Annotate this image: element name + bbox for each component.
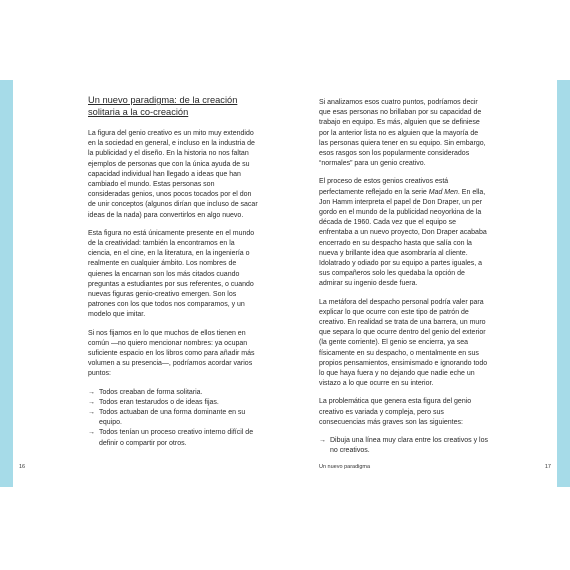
page-number-right: 17	[544, 464, 551, 470]
left-edge-accent	[0, 80, 13, 487]
list-item: → Todos eran testarudos o de ideas fijas.	[88, 398, 258, 408]
section-heading	[88, 95, 258, 118]
consequence-list	[319, 436, 489, 456]
left-text-column	[88, 95, 258, 449]
left-page	[13, 80, 285, 487]
left-paragraph-3: Si nos fijamos en lo que muchos de ellos tienen en común —no quiero mencionar nombres: ya ocupan suficiente espacio en los libros como para añadir más volumen a su presencia—, podríamos acordar varios puntos:	[88, 329, 255, 378]
arrow-icon: →	[88, 398, 95, 406]
right-paragraph-1: Si analizamos esos cuatro puntos, podríamos decir que esas personas no brillaban por su capacidad de trabajo en equipo. Es más, alguien que se definiese por la anterior lista no es alguien que la mayoría de las personas quiera tener en su equipo. Sin embargo, esos rasgos son los popularmente considerados “normales” para un genio creativo.	[319, 99, 486, 168]
list-item: → Todos tenían un proceso creativo interno difícil de definir o compartir por otros.	[88, 429, 254, 447]
right-edge-accent	[557, 80, 570, 487]
trait-list	[88, 388, 258, 449]
arrow-icon: →	[88, 429, 95, 437]
arrow-icon: →	[319, 437, 326, 445]
page-number-left: 16	[19, 464, 26, 470]
series-title: Mad Men	[428, 188, 458, 196]
heading-line-2: solitaria a la co-creación	[88, 106, 189, 117]
running-title: Un nuevo paradigma	[319, 464, 371, 470]
heading-line-1: Un nuevo paradigma: de la creación	[88, 95, 238, 105]
left-paragraph-1: La figura del genio creativo es un mito muy extendido en la sociedad en general, e incluso en la industria de la publicidad y el diseño. En la historia no nos faltan ejemplos de personas que con la única ayuda de su capacidad individual han llegado a ideas que han cambiado el mundo. Estas personas son consideradas genios, unos pocos tocados por el don de unir conceptos (algunos dirían que incluso de sacar ideas de la nada) para convertirlos en algo nuevo.	[88, 130, 258, 219]
arrow-icon: →	[88, 409, 95, 417]
right-paragraph-2: El proceso de estos genios creativos está perfectamente reflejado en la serie Mad Men. En ella, Jon Hamm interpreta el papel de Don Draper, un per gordo en el mundo de la publicidad neoyorkina de la década de 1960. Cada vez que el equipo se enfrentaba a un nuevo proyecto, Don Draper acababa encerrado en su despacho hasta que salía con la nueva y brillante idea que asombraría al cliente. Idolatrado y odiado por su equipo a partes iguales, a sus compañeros solo les quedaba la opción de admirar su ingenio desde fuera.	[319, 178, 487, 288]
right-page	[285, 80, 557, 487]
list-item: → Todos actuaban de una forma dominante en su equipo.	[88, 409, 246, 427]
right-paragraph-4: La problemática que genera esta figura del genio creativo es variada y compleja, pero sus consecuencias más graves son las siguientes:	[319, 398, 472, 426]
left-paragraph-2: Esta figura no está únicamente presente en el mundo de la creatividad: también la encontramos en la ciencia, en el cine, en la literatura, en la ingeniería o realmente en cualquier ámbito. Los nombres de quienes la encarnan son los más citados cuando preguntas a estudiantes por sus referentes, o cuando nuevas figuras genio-creativo emergen. Son los patrones con los que todos nos comparamos, y un modelo que imitar.	[88, 229, 255, 319]
right-text-column	[319, 98, 489, 457]
right-paragraph-3: La metáfora del despacho personal podría valer para explicar lo que ocurre con este tipo de patrón de creativo. En realidad se trata de una barrera, un muro que separa lo que ocurre dentro del genio del exterior (la gente corriente). El genio se encierra, ya sea físicamente en su despacho, o mentalmente en sus propios pensamientos, ensimismado e ignorando todo lo que haya fuera y no dejando que nadie eche un vistazo a lo que ocurre en su interior.	[319, 298, 488, 388]
list-item: → Dibuja una línea muy clara entre los creativos y los no creativos.	[319, 437, 488, 455]
arrow-icon: →	[88, 388, 95, 396]
list-item: → Todos creaban de forma solitaria.	[88, 388, 258, 398]
